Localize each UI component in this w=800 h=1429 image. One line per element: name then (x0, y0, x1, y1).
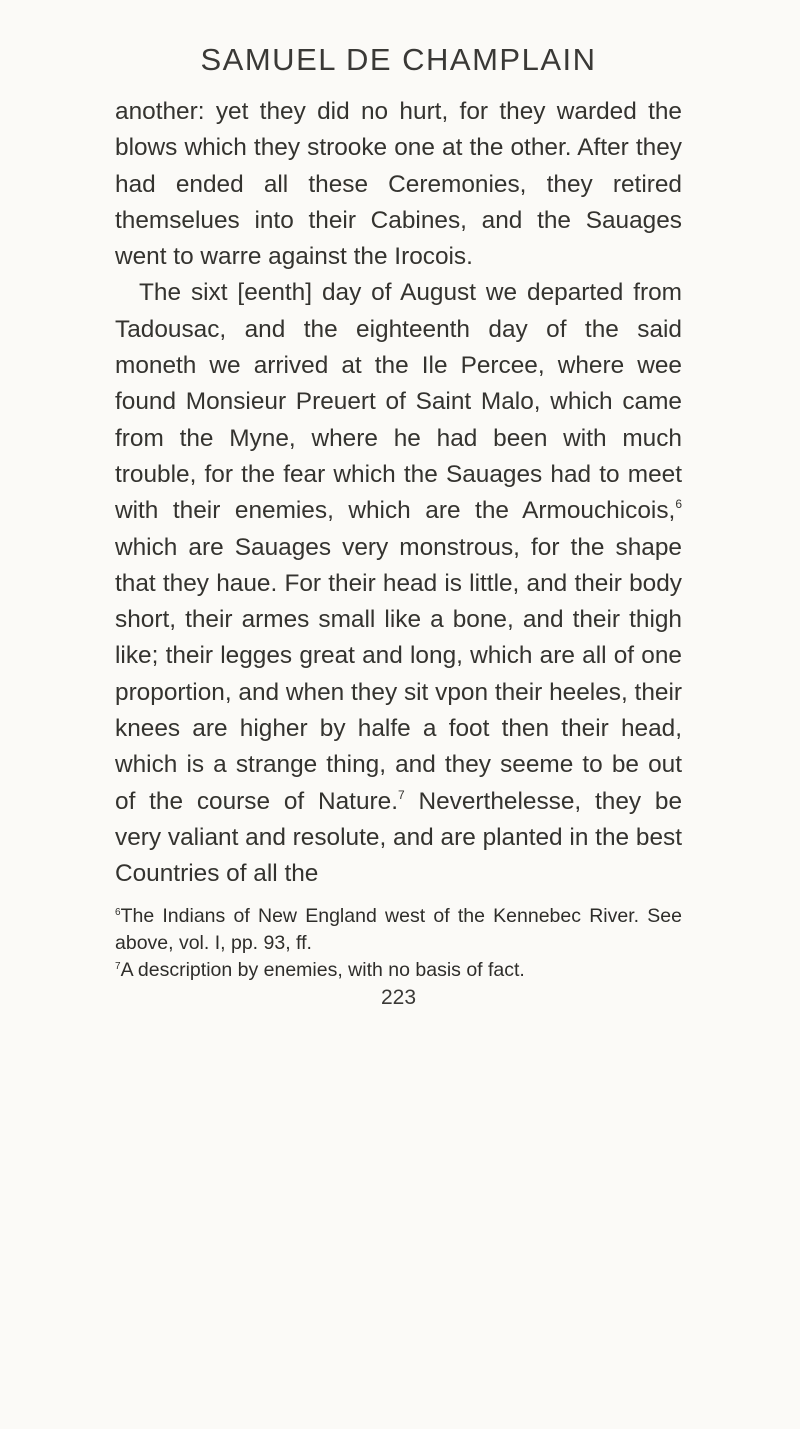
footnotes (115, 903, 682, 984)
paragraph-2-text-c: Neverthelesse, they be very valiant and resolute, and are planted in the best Countries of all the (115, 787, 683, 888)
paragraph-1 (115, 94, 682, 275)
page-number: 223 (380, 985, 417, 1009)
footnote-marker-6: 6 (115, 906, 121, 918)
footnote-6-text: The Indians of New England west of the Kennebec River. See above, vol. I, pp. 93, ff. (115, 904, 682, 954)
book-page (115, 40, 682, 1010)
footnote-7 (115, 957, 682, 984)
paragraph-2 (115, 275, 682, 892)
paragraph-2-text-b: which are Sauages very monstrous, for the shape that they haue. For their head is little, and their body short, their armes small like a bone, and their thigh like; their legges great and long, which are all of one proportion, and when they sit vpon their heeles, their knees are higher by halfe a foot then their head, which is a strange thing, and they seeme to be out of the course of Nature. (115, 533, 682, 815)
running-head: SAMUEL DE CHAMPLAIN (200, 42, 597, 77)
footnote-7-text: A description by enemies, with no basis of fact. (120, 958, 525, 981)
footnote-ref-6[interactable]: 6 (675, 497, 682, 512)
paragraph-2-text-a: The sixt [eenth] day of August we departed from Tadousac, and the eighteenth day of the said moneth we arrived at the Ile Percee, where wee found Monsieur Preuert of Saint Malo, which came from the Myne, where he had been with much trouble, for the fear which the Sauages had to meet with their enemies, which are the Armouchicois, (115, 279, 682, 525)
paragraph-1-text: another: yet they did no hurt, for they warded the blows which they strooke one at the other. After they had ended all these Ceremonies, they retired themselues into their Cabines, and the Sauages went to warre against the Irocois. (115, 98, 682, 271)
footnote-ref-7[interactable]: 7 (398, 787, 405, 802)
footnote-6 (115, 903, 682, 957)
footnote-marker-7: 7 (115, 960, 121, 972)
body-text (115, 94, 682, 893)
